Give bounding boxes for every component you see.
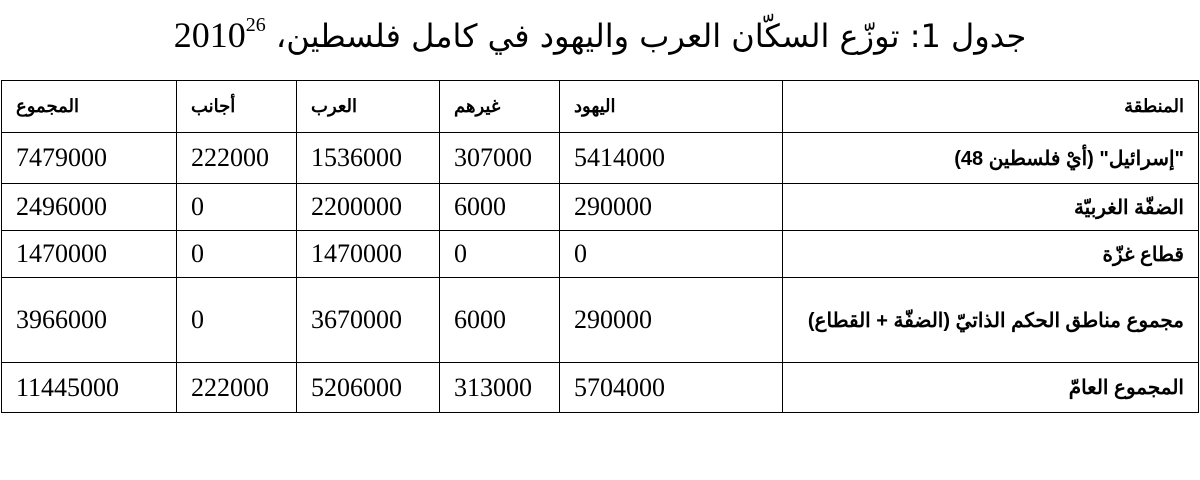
header-arabs: العرب: [297, 81, 440, 133]
cell-foreigners: 0: [177, 184, 297, 231]
cell-jews: 290000: [560, 184, 783, 231]
cell-arabs: 5206000: [297, 363, 440, 413]
cell-region: "إسرائيل" (أيْ فلسطين 48): [783, 133, 1199, 184]
caption-text: جدول 1: توزّع السكّان العرب واليهود في كامل فلسطين،: [265, 17, 1027, 55]
cell-others: 6000: [440, 278, 560, 363]
table-row: [2, 278, 1199, 363]
cell-foreigners: 0: [177, 231, 297, 278]
header-row: [2, 81, 1199, 133]
header-total: المجموع: [2, 81, 177, 133]
cell-region: الضفّة الغربيّة: [783, 184, 1199, 231]
cell-total: 2496000: [2, 184, 177, 231]
table-row: [2, 184, 1199, 231]
cell-arabs: 2200000: [297, 184, 440, 231]
cell-jews: 5414000: [560, 133, 783, 184]
caption-year: 2010: [173, 15, 246, 55]
cell-total: 3966000: [2, 278, 177, 363]
cell-total: 7479000: [2, 133, 177, 184]
cell-others: 307000: [440, 133, 560, 184]
population-table: [1, 80, 1199, 413]
cell-region: مجموع مناطق الحكم الذاتيّ (الضفّة + القطاع): [783, 278, 1199, 363]
footnote-marker: 26: [245, 14, 266, 36]
cell-foreigners: 222000: [177, 363, 297, 413]
header-foreigners: أجانب: [177, 81, 297, 133]
cell-jews: 5704000: [560, 363, 783, 413]
cell-others: 0: [440, 231, 560, 278]
cell-others: 6000: [440, 184, 560, 231]
cell-foreigners: 0: [177, 278, 297, 363]
cell-region: قطاع غزّة: [783, 231, 1199, 278]
cell-arabs: 1536000: [297, 133, 440, 184]
cell-region: المجموع العامّ: [783, 363, 1199, 413]
cell-jews: 0: [560, 231, 783, 278]
table-row: [2, 363, 1199, 413]
cell-total: 11445000: [2, 363, 177, 413]
header-others: غيرهم: [440, 81, 560, 133]
table-caption: [0, 10, 1200, 61]
table-row: [2, 231, 1199, 278]
header-jews: اليهود: [560, 81, 783, 133]
header-region: المنطقة: [783, 81, 1199, 133]
cell-arabs: 3670000: [297, 278, 440, 363]
table-row: [2, 133, 1199, 184]
cell-total: 1470000: [2, 231, 177, 278]
cell-arabs: 1470000: [297, 231, 440, 278]
cell-jews: 290000: [560, 278, 783, 363]
cell-foreigners: 222000: [177, 133, 297, 184]
cell-others: 313000: [440, 363, 560, 413]
